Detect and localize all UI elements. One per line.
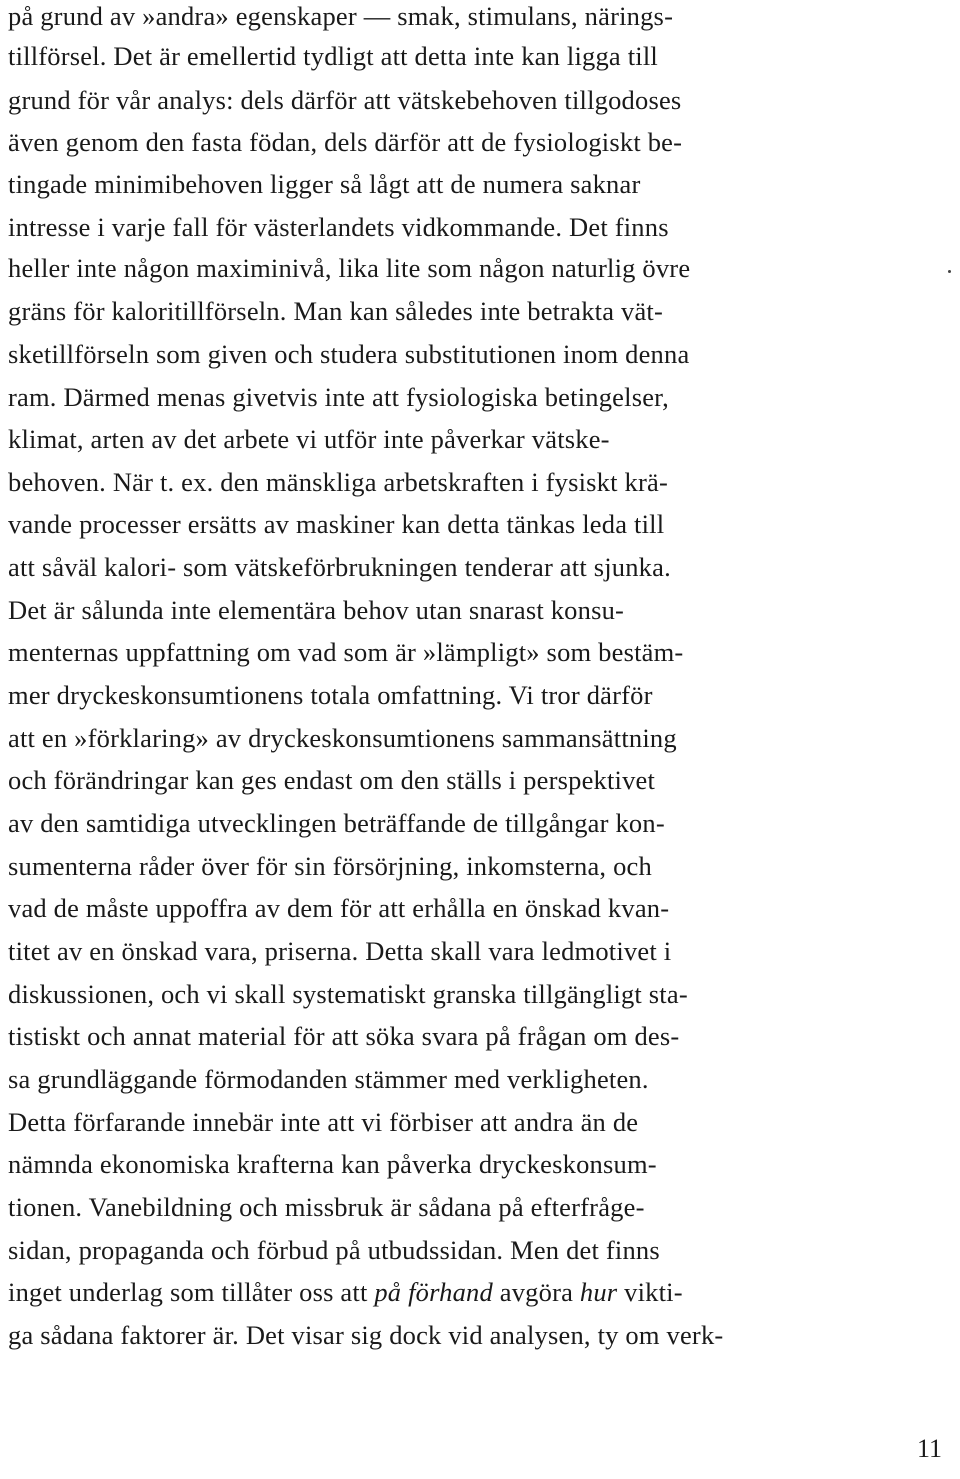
text-line: behoven. När t. ex. den mänskliga arbetskraften i fysiskt krä- bbox=[8, 467, 668, 497]
text-line: diskussionen, och vi skall systematiskt granska tillgängligt sta- bbox=[8, 979, 688, 1009]
page-number: 11 bbox=[916, 1434, 942, 1463]
text-line: klimat, arten av det arbete vi utför inte påverkar vätske- bbox=[8, 424, 610, 454]
text-line: grund för vår analys: dels därför att vätskebehoven tillgodoses bbox=[8, 85, 682, 115]
text-line: intresse i varje fall för västerlandets vidkommande. Det finns bbox=[8, 212, 669, 242]
text-segment: vikti- bbox=[617, 1277, 683, 1307]
text-line-with-italics bbox=[8, 1274, 683, 1310]
text-line: vande processer ersätts av maskiner kan detta tänkas leda till bbox=[8, 509, 665, 539]
text-line: på grund av »andra» egenskaper — smak, stimulans, närings- bbox=[8, 1, 674, 31]
text-segment: inget underlag som tillåter oss att bbox=[8, 1277, 375, 1307]
text-line: ram. Därmed menas givetvis inte att fysiologiska betingelser, bbox=[8, 382, 669, 412]
text-line: och förändringar kan ges endast om den ställs i perspektivet bbox=[8, 765, 656, 795]
text-line: titet av en önskad vara, priserna. Detta skall vara ledmotivet i bbox=[8, 936, 672, 966]
text-line: mer dryckeskonsumtionens totala omfattning. Vi tror därför bbox=[8, 680, 653, 710]
text-line: menternas uppfattning om vad som är »lämpligt» som bestäm- bbox=[8, 637, 684, 667]
text-line: tingade minimibehoven ligger så lågt att de numera saknar bbox=[8, 169, 641, 199]
text-line: gräns för kaloritillförseln. Man kan således inte betrakta vät- bbox=[8, 296, 664, 326]
text-segment: avgöra bbox=[492, 1277, 580, 1307]
text-line: även genom den fasta födan, dels därför att de fysiologiskt be- bbox=[8, 127, 683, 157]
text-line: Det är sålunda inte elementära behov utan snarast konsu- bbox=[8, 595, 625, 625]
text-line: nämnda ekonomiska krafterna kan påverka dryckeskonsum- bbox=[8, 1149, 657, 1179]
text-line: att en »förklaring» av dryckeskonsumtionens sammansättning bbox=[8, 723, 677, 753]
text-line: sidan, propaganda och förbud på utbudssidan. Men det finns bbox=[8, 1235, 660, 1265]
text-line: sumenterna råder över för sin försörjning, inkomsterna, och bbox=[8, 851, 652, 881]
text-line: vad de måste uppoffra av dem för att erhålla en önskad kvan- bbox=[8, 893, 670, 923]
text-line: Detta förfarande innebär inte att vi förbiser att andra än de bbox=[8, 1107, 639, 1137]
text-line: tillförsel. Det är emellertid tydligt att detta inte kan ligga till bbox=[8, 41, 658, 71]
italic-word: hur bbox=[579, 1277, 618, 1307]
text-line: tionen. Vanebildning och missbruk är sådana på efterfråge- bbox=[8, 1192, 645, 1222]
text-line: av den samtidiga utvecklingen beträffande de tillgångar kon- bbox=[8, 808, 665, 838]
text-line: sketillförseln som given och studera substitutionen inom denna bbox=[8, 339, 690, 369]
text-line: heller inte någon maximinivå, lika lite som någon naturlig övre bbox=[8, 253, 691, 283]
text-line: ga sådana faktorer är. Det visar sig dock vid analysen, ty om verk- bbox=[8, 1320, 724, 1350]
margin-dot bbox=[948, 270, 951, 273]
italic-phrase: på förhand bbox=[374, 1277, 493, 1307]
text-line: att såväl kalori- som vätskeförbrukningen tenderar att sjunka. bbox=[8, 552, 671, 582]
text-line: sa grundläggande förmodanden stämmer med verkligheten. bbox=[8, 1064, 649, 1094]
text-line: tistiskt och annat material för att söka svara på frågan om des- bbox=[8, 1021, 680, 1051]
